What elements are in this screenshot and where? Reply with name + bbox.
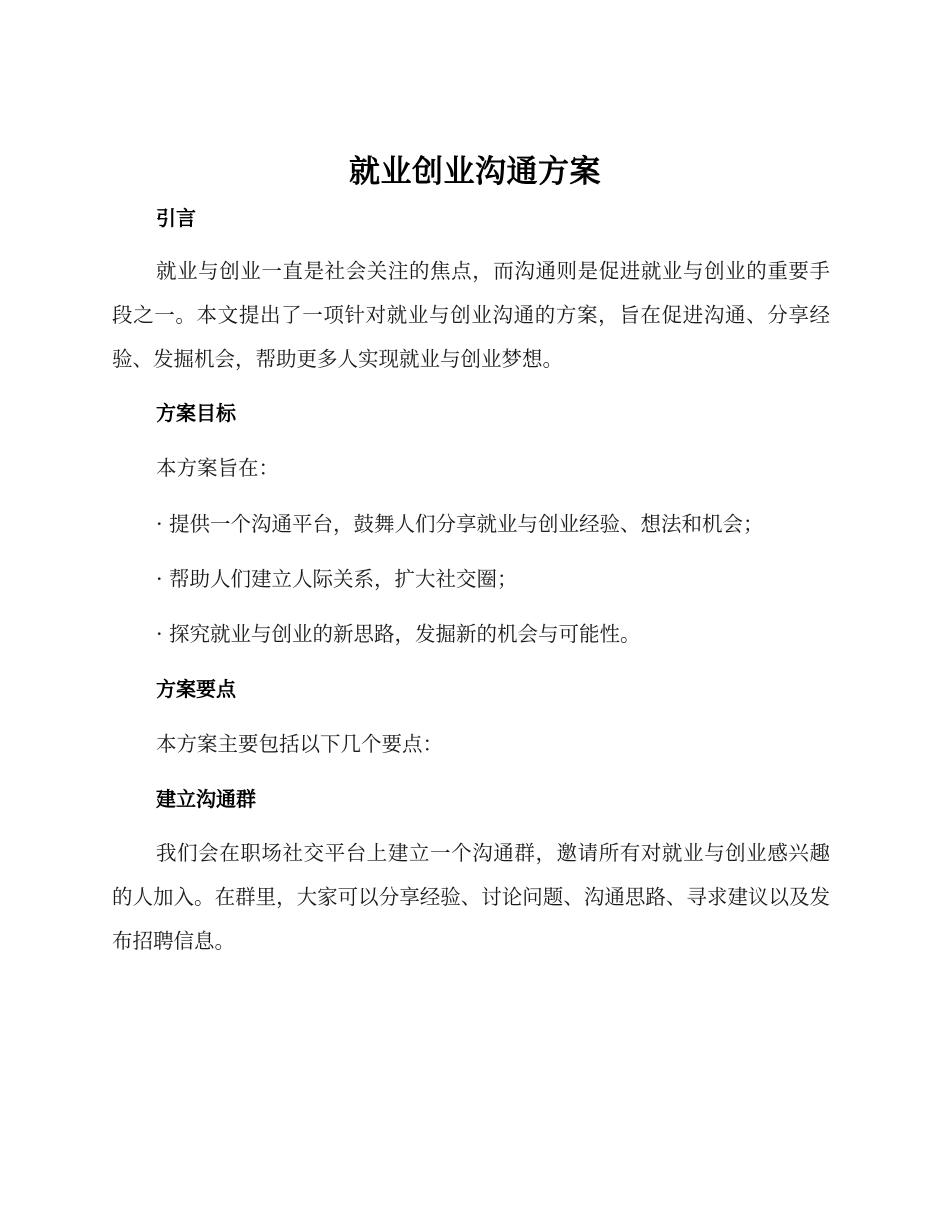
- section-heading-intro: 引言: [156, 206, 196, 230]
- points-lead-text: 本方案主要包括以下几个要点：: [156, 732, 443, 756]
- goal-list-item: · 探究就业与创业的新思路，发掘新的机会与可能性。: [156, 622, 641, 646]
- document-title: 就业创业沟通方案: [349, 154, 601, 190]
- group-paragraph: 我们会在职场社交平台上建立一个沟通群，邀请所有对就业与创业感兴趣的人加入。在群里，大家可以分享经验、讨论问题、沟通思路、寻求建议以及发布招聘信息。: [112, 841, 830, 953]
- goal-list-item: · 提供一个沟通平台，鼓舞人们分享就业与创业经验、想法和机会；: [156, 512, 764, 536]
- goal-list-item: · 帮助人们建立人际关系，扩大社交圈；: [156, 567, 518, 591]
- section-heading-goals: 方案目标: [156, 401, 236, 425]
- document-body: [112, 200, 830, 963]
- section-heading-points: 方案要点: [156, 677, 236, 701]
- goals-lead-text: 本方案旨在：: [156, 456, 279, 480]
- intro-paragraph: 就业与创业一直是社会关注的焦点，而沟通则是促进就业与创业的重要手段之一。本文提出了一项针对就业与创业沟通的方案，旨在促进沟通、分享经验、发掘机会，帮助更多人实现就业与创业梦想。: [112, 259, 830, 371]
- section-heading-group: 建立沟通群: [156, 787, 256, 811]
